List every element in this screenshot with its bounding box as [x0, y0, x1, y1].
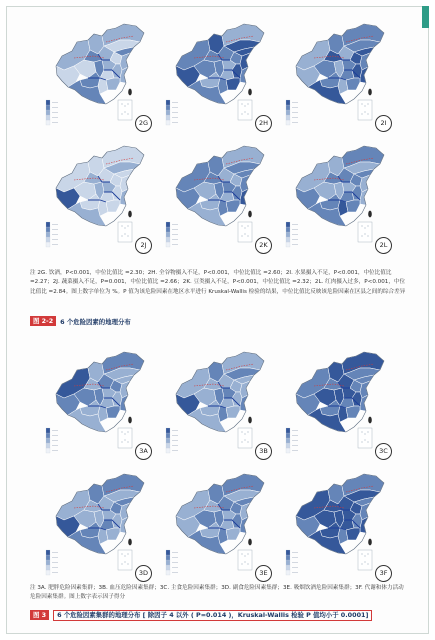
- legend-tick: [52, 112, 58, 113]
- legend-tick: [292, 567, 298, 568]
- legend-swatch: [286, 428, 290, 433]
- legend-swatch: [46, 115, 50, 120]
- inset-island-dot: [242, 554, 243, 555]
- province-region: [106, 200, 120, 212]
- inset-island-dot: [368, 564, 369, 565]
- map-panel-3d: [38, 464, 158, 586]
- inset-island-dot: [365, 556, 366, 557]
- legend-swatch: [46, 555, 50, 560]
- legend-tick: [52, 229, 58, 230]
- inset-island-dot: [128, 554, 129, 555]
- island-mark: [368, 211, 372, 218]
- panel-label-badge: 3D: [135, 565, 152, 582]
- inset-island-dot: [368, 442, 369, 443]
- inset-island-dot: [245, 106, 246, 107]
- legend-swatch: [286, 570, 290, 575]
- legend-swatch: [46, 100, 50, 105]
- legend-tick: [172, 229, 178, 230]
- legend-tick: [292, 572, 298, 573]
- legend-tick: [172, 552, 178, 553]
- island-mark: [368, 539, 372, 546]
- south-sea-inset: [238, 550, 252, 570]
- legend-tick: [172, 450, 178, 451]
- legend-tick: [172, 562, 178, 563]
- legend-swatch: [46, 560, 50, 565]
- inset-island-dot: [248, 104, 249, 105]
- island-mark: [128, 89, 132, 96]
- legend-swatch: [286, 550, 290, 555]
- legend-tick: [292, 430, 298, 431]
- legend-tick: [52, 557, 58, 558]
- inset-island-dot: [122, 114, 123, 115]
- inset-island-dot: [122, 564, 123, 565]
- legend-tick: [52, 440, 58, 441]
- map-panel-2g: [38, 14, 158, 136]
- legend-tick: [172, 440, 178, 441]
- inset-island-dot: [122, 554, 123, 555]
- inset-island-dot: [365, 228, 366, 229]
- inset-island-dot: [365, 440, 366, 441]
- legend-swatch: [46, 232, 50, 237]
- figure-1-caption-text: 6 个危险因素的地理分布: [60, 317, 131, 326]
- legend-swatch: [166, 222, 170, 227]
- legend-swatch: [46, 120, 50, 125]
- corner-accent: [422, 6, 429, 28]
- south-sea-inset: [238, 222, 252, 242]
- map-panel-2j: [38, 136, 158, 258]
- legend-tick: [292, 224, 298, 225]
- legend-swatch: [166, 100, 170, 105]
- province-region: [106, 406, 120, 418]
- province-region: [226, 78, 240, 90]
- inset-island-dot: [122, 432, 123, 433]
- inset-island-dot: [125, 434, 126, 435]
- inset-island-dot: [242, 114, 243, 115]
- inset-island-dot: [242, 564, 243, 565]
- figure-1-map-grid: [38, 14, 398, 258]
- legend-swatch: [46, 110, 50, 115]
- south-sea-inset: [358, 100, 372, 120]
- legend-swatch: [286, 222, 290, 227]
- legend-swatch: [46, 428, 50, 433]
- map-panel-2k: [158, 136, 278, 258]
- legend-swatch: [166, 443, 170, 448]
- south-sea-inset: [118, 222, 132, 242]
- island-mark: [128, 417, 132, 424]
- inset-island-dot: [248, 114, 249, 115]
- legend-tick: [52, 552, 58, 553]
- legend-tick: [292, 112, 298, 113]
- inset-island-dot: [245, 228, 246, 229]
- legend-tick: [172, 112, 178, 113]
- map-panel-3b: [158, 342, 278, 464]
- legend-swatch: [286, 438, 290, 443]
- legend-swatch: [286, 443, 290, 448]
- figure-1-caption: [30, 316, 131, 326]
- figure-2-caption-label: 图 3: [30, 610, 49, 620]
- inset-island-dot: [248, 442, 249, 443]
- legend-swatch: [166, 433, 170, 438]
- legend-tick: [172, 435, 178, 436]
- panel-label-badge: 2L: [375, 237, 392, 254]
- legend-tick: [292, 117, 298, 118]
- legend-swatch: [286, 448, 290, 453]
- panel-label-badge: 2J: [135, 237, 152, 254]
- legend-tick: [52, 430, 58, 431]
- inset-island-dot: [242, 432, 243, 433]
- legend-swatch: [286, 555, 290, 560]
- legend-tick: [292, 440, 298, 441]
- inset-island-dot: [368, 554, 369, 555]
- legend-swatch: [166, 237, 170, 242]
- inset-island-dot: [125, 556, 126, 557]
- legend-swatch: [166, 448, 170, 453]
- legend-tick: [52, 234, 58, 235]
- figure-2-map-grid: [38, 342, 398, 586]
- south-sea-inset: [358, 428, 372, 448]
- legend-swatch: [166, 428, 170, 433]
- legend-swatch: [46, 448, 50, 453]
- south-sea-inset: [238, 428, 252, 448]
- panel-label-badge: 2I: [375, 115, 392, 132]
- province-region: [226, 406, 240, 418]
- legend-tick: [292, 435, 298, 436]
- legend-swatch: [166, 438, 170, 443]
- legend-tick: [292, 244, 298, 245]
- legend-tick: [172, 430, 178, 431]
- legend-tick: [52, 102, 58, 103]
- inset-island-dot: [248, 236, 249, 237]
- map-panel-2l: [278, 136, 398, 258]
- legend-tick: [52, 450, 58, 451]
- inset-island-dot: [368, 236, 369, 237]
- legend-swatch: [166, 110, 170, 115]
- map-panel-3c: [278, 342, 398, 464]
- inset-island-dot: [245, 556, 246, 557]
- legend-tick: [172, 567, 178, 568]
- legend-swatch: [286, 115, 290, 120]
- province-region: [226, 528, 240, 540]
- inset-island-dot: [122, 226, 123, 227]
- panel-label-badge: 3C: [375, 443, 392, 460]
- inset-island-dot: [362, 432, 363, 433]
- figure-1-caption-label: 图 2-2: [30, 316, 56, 326]
- legend-tick: [172, 224, 178, 225]
- legend-swatch: [166, 232, 170, 237]
- south-sea-inset: [118, 100, 132, 120]
- figure-1-note: 注 2G. 饮酒，P<0.001，中位比值比 =2.30；2H. 全谷物摄入不足，P<0.001，中位比值比 =2.60；2I. 水果摄入不足，P<0.001，中位比值比 =2.27；2J. 蔬菜摄入不足，P=0.001，中位比值比 =2.66；2K. 豆类摄入不足，P<0.001，中位比值比 =2.32；2L. 红肉摄入过多，P<0.001，中位比值比 =2.84。图上数字单位为 %。P 值为该危险因素在地区水平进行 Kruskal-Wallis 检验的结果，中位比值比反映该危险因素在区县之间的综合差异: [30, 270, 406, 295]
- province-region: [346, 406, 360, 418]
- island-mark: [128, 539, 132, 546]
- legend-tick: [52, 107, 58, 108]
- legend-tick: [172, 107, 178, 108]
- legend-swatch: [46, 443, 50, 448]
- legend-tick: [52, 567, 58, 568]
- legend-swatch: [286, 227, 290, 232]
- province-region: [346, 78, 360, 90]
- legend-tick: [52, 435, 58, 436]
- legend-swatch: [46, 550, 50, 555]
- panel-label-badge: 3B: [255, 443, 272, 460]
- panel-label-badge: 2H: [255, 115, 272, 132]
- panel-label-badge: 3A: [135, 443, 152, 460]
- legend-swatch: [46, 242, 50, 247]
- inset-island-dot: [248, 564, 249, 565]
- island-mark: [368, 89, 372, 96]
- panel-label-badge: 3E: [255, 565, 272, 582]
- legend-swatch: [286, 237, 290, 242]
- legend-tick: [292, 557, 298, 558]
- legend-tick: [292, 102, 298, 103]
- island-mark: [368, 417, 372, 424]
- inset-island-dot: [248, 226, 249, 227]
- inset-island-dot: [125, 562, 126, 563]
- inset-island-dot: [128, 442, 129, 443]
- inset-island-dot: [368, 114, 369, 115]
- legend-swatch: [286, 232, 290, 237]
- legend-tick: [172, 117, 178, 118]
- inset-island-dot: [365, 106, 366, 107]
- legend-tick: [172, 557, 178, 558]
- legend-tick: [292, 234, 298, 235]
- inset-island-dot: [245, 234, 246, 235]
- south-sea-inset: [358, 222, 372, 242]
- island-mark: [248, 539, 252, 546]
- inset-island-dot: [128, 564, 129, 565]
- legend-swatch: [166, 120, 170, 125]
- panel-label-badge: 3F: [375, 565, 392, 582]
- legend-tick: [172, 244, 178, 245]
- legend-tick: [52, 117, 58, 118]
- inset-island-dot: [128, 432, 129, 433]
- inset-island-dot: [248, 432, 249, 433]
- legend-tick: [52, 122, 58, 123]
- legend-tick: [292, 450, 298, 451]
- legend-swatch: [166, 570, 170, 575]
- south-sea-inset: [118, 550, 132, 570]
- inset-island-dot: [368, 104, 369, 105]
- inset-island-dot: [125, 440, 126, 441]
- legend-swatch: [166, 565, 170, 570]
- south-sea-inset: [238, 100, 252, 120]
- legend-swatch: [46, 237, 50, 242]
- legend-swatch: [46, 565, 50, 570]
- map-panel-2i: [278, 14, 398, 136]
- inset-island-dot: [362, 236, 363, 237]
- legend-swatch: [166, 242, 170, 247]
- panel-label-badge: 2G: [135, 115, 152, 132]
- inset-island-dot: [125, 228, 126, 229]
- legend-swatch: [166, 550, 170, 555]
- legend-tick: [52, 239, 58, 240]
- legend-tick: [292, 445, 298, 446]
- inset-island-dot: [128, 236, 129, 237]
- inset-island-dot: [362, 442, 363, 443]
- inset-island-dot: [362, 564, 363, 565]
- legend-tick: [172, 239, 178, 240]
- legend-tick: [172, 572, 178, 573]
- legend-swatch: [166, 555, 170, 560]
- legend-tick: [292, 239, 298, 240]
- inset-island-dot: [362, 226, 363, 227]
- inset-island-dot: [125, 112, 126, 113]
- inset-island-dot: [365, 234, 366, 235]
- legend-swatch: [286, 110, 290, 115]
- island-mark: [128, 211, 132, 218]
- legend-swatch: [166, 560, 170, 565]
- legend-tick: [52, 244, 58, 245]
- figure-2-caption: [30, 610, 372, 620]
- inset-island-dot: [242, 236, 243, 237]
- inset-island-dot: [128, 226, 129, 227]
- province-region: [106, 78, 120, 90]
- province-region: [106, 528, 120, 540]
- legend-swatch: [286, 100, 290, 105]
- legend-swatch: [46, 227, 50, 232]
- map-panel-2h: [158, 14, 278, 136]
- legend-tick: [292, 107, 298, 108]
- figure-2-caption-text: 6 个危险因素集群的地理分布 [ 除因子 4 以外 ( P=0.014 )，Kruskal-Wallis 检验 P 值均小于 0.0001]: [53, 610, 372, 621]
- legend-swatch: [286, 565, 290, 570]
- legend-tick: [292, 562, 298, 563]
- inset-island-dot: [245, 440, 246, 441]
- inset-island-dot: [242, 442, 243, 443]
- legend-tick: [52, 445, 58, 446]
- inset-island-dot: [368, 226, 369, 227]
- legend-tick: [172, 445, 178, 446]
- island-mark: [248, 89, 252, 96]
- legend-swatch: [166, 115, 170, 120]
- legend-swatch: [46, 438, 50, 443]
- inset-island-dot: [365, 562, 366, 563]
- legend-tick: [52, 572, 58, 573]
- inset-island-dot: [242, 104, 243, 105]
- province-region: [226, 200, 240, 212]
- legend-swatch: [166, 227, 170, 232]
- legend-swatch: [286, 105, 290, 110]
- inset-island-dot: [245, 434, 246, 435]
- inset-island-dot: [122, 236, 123, 237]
- legend-swatch: [286, 433, 290, 438]
- inset-island-dot: [128, 104, 129, 105]
- legend-tick: [292, 122, 298, 123]
- inset-island-dot: [245, 562, 246, 563]
- figure-2-note: 注 3A. 肥胖危险因素集群；3B. 血压危险因素集群；3C. 主食危险因素集群；3D. 副食危险因素集群；3E. 吸烟饮酒危险因素集群；3F. 代谢和体力活动危险因素集群。图上数字表示因子得分: [30, 585, 404, 601]
- inset-island-dot: [242, 226, 243, 227]
- legend-tick: [172, 122, 178, 123]
- inset-island-dot: [128, 114, 129, 115]
- map-panel-3a: [38, 342, 158, 464]
- inset-island-dot: [365, 434, 366, 435]
- inset-island-dot: [122, 104, 123, 105]
- legend-swatch: [46, 105, 50, 110]
- map-panel-3f: [278, 464, 398, 586]
- inset-island-dot: [125, 234, 126, 235]
- panel-label-badge: 2K: [255, 237, 272, 254]
- legend-tick: [52, 224, 58, 225]
- legend-swatch: [286, 242, 290, 247]
- legend-tick: [292, 552, 298, 553]
- inset-island-dot: [362, 114, 363, 115]
- legend-tick: [52, 562, 58, 563]
- province-region: [346, 528, 360, 540]
- south-sea-inset: [358, 550, 372, 570]
- legend-tick: [172, 234, 178, 235]
- legend-tick: [292, 229, 298, 230]
- province-region: [346, 200, 360, 212]
- inset-island-dot: [368, 432, 369, 433]
- legend-swatch: [46, 570, 50, 575]
- inset-island-dot: [245, 112, 246, 113]
- inset-island-dot: [248, 554, 249, 555]
- inset-island-dot: [362, 554, 363, 555]
- island-mark: [248, 417, 252, 424]
- island-mark: [248, 211, 252, 218]
- legend-swatch: [46, 433, 50, 438]
- legend-swatch: [286, 120, 290, 125]
- inset-island-dot: [122, 442, 123, 443]
- legend-swatch: [166, 105, 170, 110]
- south-sea-inset: [118, 428, 132, 448]
- legend-tick: [172, 102, 178, 103]
- map-panel-3e: [158, 464, 278, 586]
- legend-swatch: [286, 560, 290, 565]
- inset-island-dot: [125, 106, 126, 107]
- legend-swatch: [46, 222, 50, 227]
- inset-island-dot: [362, 104, 363, 105]
- inset-island-dot: [365, 112, 366, 113]
